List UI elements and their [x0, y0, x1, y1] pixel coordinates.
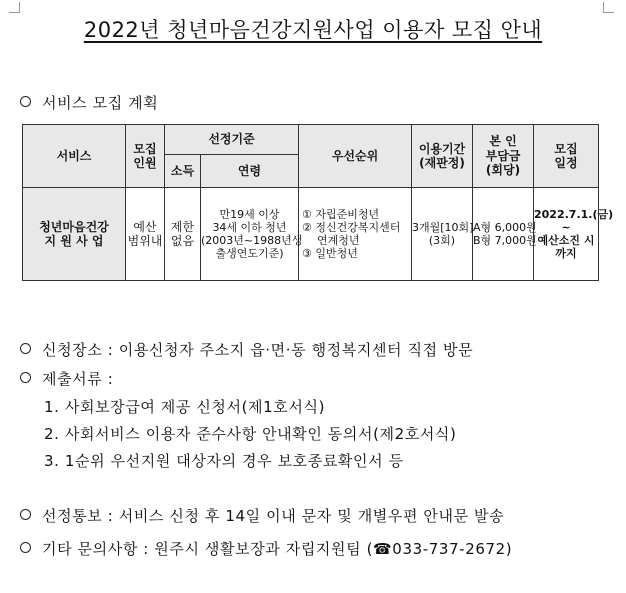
plan-heading: 서비스 모집 계획	[20, 92, 158, 113]
header-service: 서비스	[23, 125, 126, 188]
header-priority: 우선순위	[299, 125, 412, 188]
circle-bullet-icon	[20, 542, 31, 553]
header-income: 소득	[165, 155, 201, 188]
cell-service: 청년마음건강 지 원 사 업	[23, 188, 126, 281]
cell-period: 3개월[10회] (3회)	[412, 188, 473, 281]
page-corner-mark	[603, 2, 614, 13]
cell-income: 제한 없음	[165, 188, 201, 281]
selection-notice-line: 선정통보 : 서비스 신청 후 14일 이내 문자 및 개별우편 안내문 발송	[20, 505, 504, 526]
circle-bullet-icon	[20, 509, 31, 520]
cell-recruit: 예산 범위내	[126, 188, 165, 281]
page-corner-mark	[9, 2, 20, 13]
cell-priority: ① 자립준비청년 ② 정신건강복지센터 연계청년 ③ 일반청년	[299, 188, 412, 281]
header-recruit: 모집 인원	[126, 125, 165, 188]
document-item: 1. 사회보장급여 제공 신청서(제1호서식)	[44, 398, 326, 416]
documents-heading: 제출서류 :	[20, 368, 113, 389]
header-age: 연령	[201, 155, 299, 188]
header-period: 이용기간 (재판정)	[412, 125, 473, 188]
circle-bullet-icon	[20, 372, 31, 383]
circle-bullet-icon	[20, 343, 31, 354]
cell-age: 만19세 이상 34세 이하 청년 (2003년~1988년생 출생연도기준)	[201, 188, 299, 281]
recruitment-plan-table	[22, 124, 614, 281]
document-title: 2022년 청년마음건강지원사업 이용자 모집 안내	[83, 18, 543, 42]
document-item: 2. 사회서비스 이용자 준수사항 안내확인 동의서(제2호서식)	[44, 425, 457, 443]
cell-copay: A형 6,000원 B형 7,000원	[473, 188, 534, 281]
document-item: 3. 1순위 우선지원 대상자의 경우 보호종료확인서 등	[44, 452, 404, 470]
apply-place-line: 신청장소 : 이용신청자 주소지 읍·면·동 행정복지센터 직접 방문	[20, 339, 473, 360]
header-criteria: 선정기준	[165, 125, 299, 155]
header-copay: 본 인 부담금 (회당)	[473, 125, 534, 188]
cell-schedule: 2022.7.1.(금) ~ 예산소진 시 까지	[534, 188, 599, 281]
header-schedule: 모집 일정	[534, 125, 599, 188]
contact-line: 기타 문의사항 : 원주시 생활보장과 자립지원팀 (☎033-737-2672)	[20, 538, 512, 559]
circle-bullet-icon	[20, 96, 31, 107]
